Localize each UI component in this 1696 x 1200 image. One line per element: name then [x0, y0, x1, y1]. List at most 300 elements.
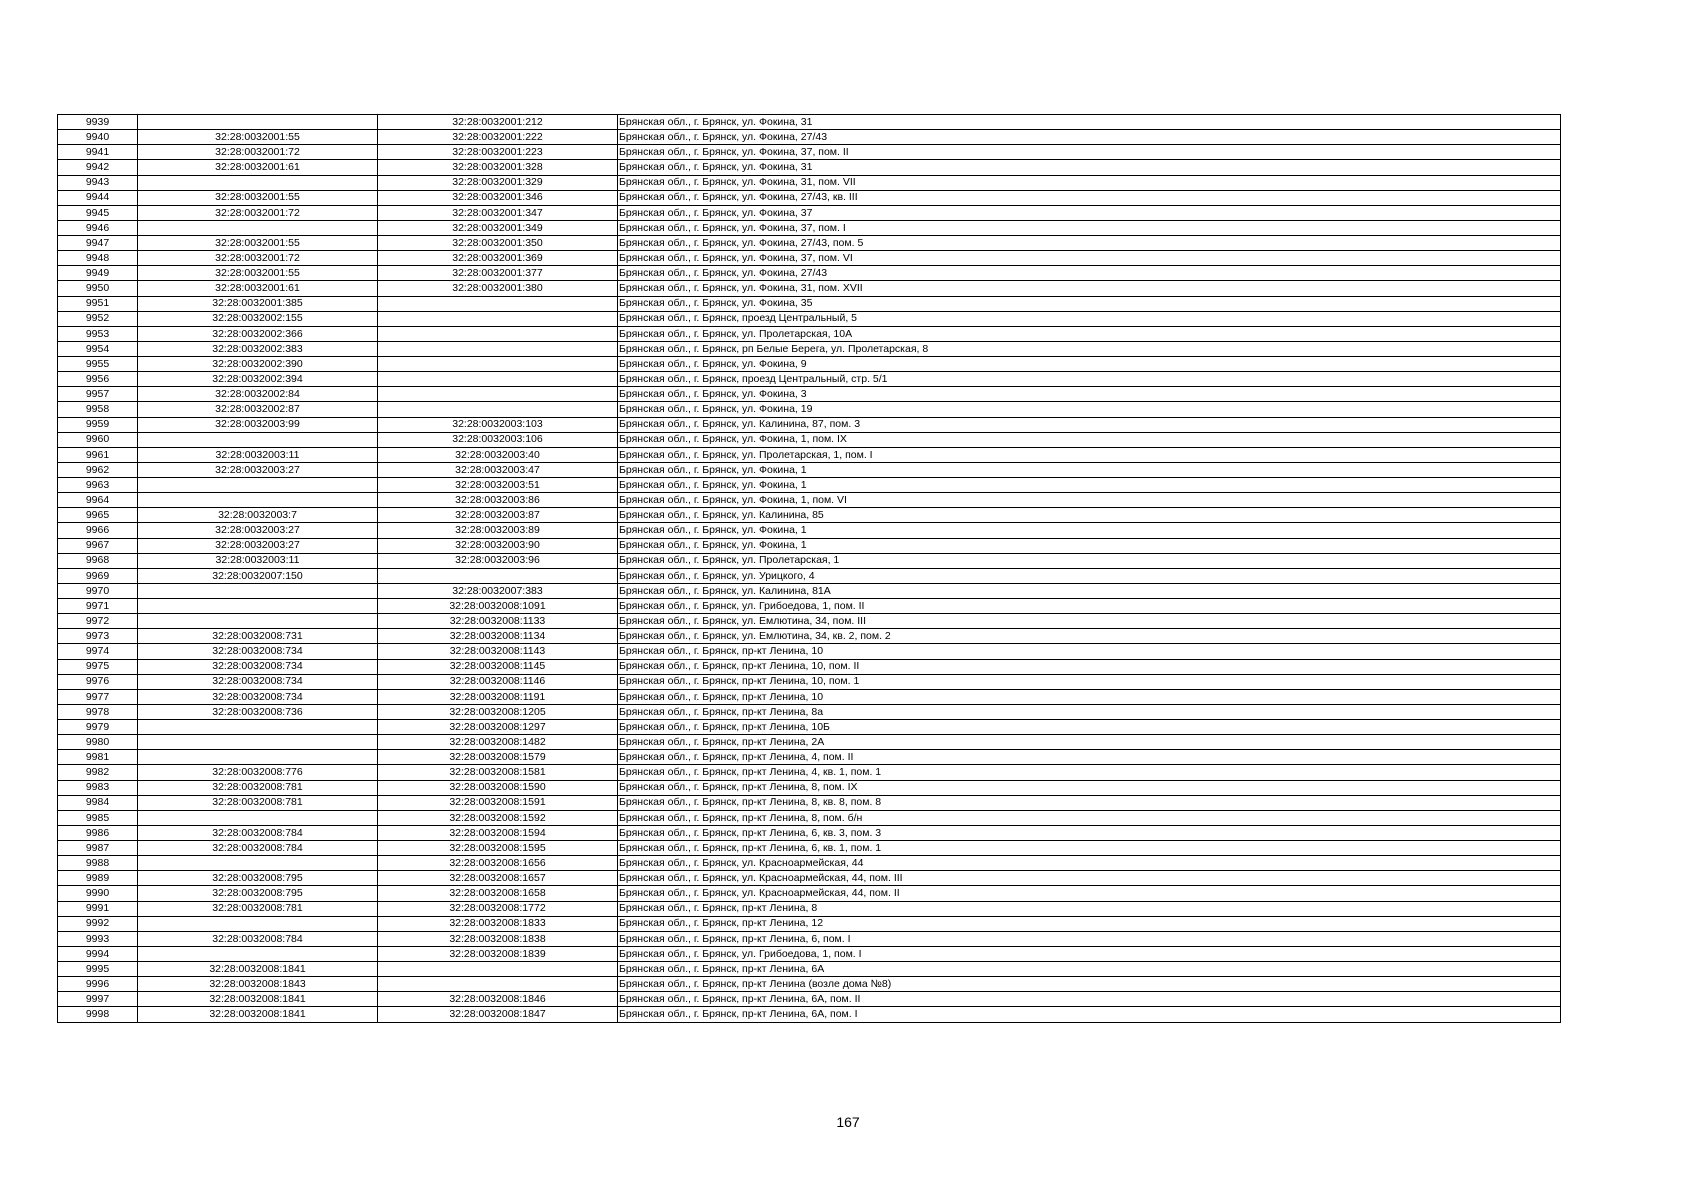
address-cell: Брянская обл., г. Брянск, ул. Фокина, 37, пом. VI — [618, 251, 1561, 266]
cadastral-number-cell: 32:28:0032008:1592 — [378, 810, 618, 825]
table-row — [58, 115, 1561, 130]
parent-cadastral-number-cell: 32:28:0032008:734 — [138, 659, 378, 674]
cadastral-number-cell: 32:28:0032008:1594 — [378, 825, 618, 840]
address-cell: Брянская обл., г. Брянск, ул. Фокина, 1 — [618, 538, 1561, 553]
address-cell: Брянская обл., г. Брянск, ул. Фокина, 1 — [618, 523, 1561, 538]
table-row — [58, 1007, 1561, 1022]
parent-cadastral-number-cell: 32:28:0032008:1841 — [138, 992, 378, 1007]
address-cell: Брянская обл., г. Брянск, ул. Фокина, 31 — [618, 115, 1561, 130]
parent-cadastral-number-cell: 32:28:0032001:385 — [138, 296, 378, 311]
address-cell: Брянская обл., г. Брянск, пр-кт Ленина, 2А — [618, 735, 1561, 750]
cadastral-number-cell: 32:28:0032008:1833 — [378, 916, 618, 931]
cadastral-number-cell — [378, 962, 618, 977]
address-cell: Брянская обл., г. Брянск, пр-кт Ленина, 6А — [618, 962, 1561, 977]
registry-table — [57, 114, 1561, 1023]
parent-cadastral-number-cell: 32:28:0032002:390 — [138, 357, 378, 372]
parent-cadastral-number-cell: 32:28:0032001:55 — [138, 130, 378, 145]
table-row — [58, 946, 1561, 961]
row-number-cell: 9982 — [58, 765, 138, 780]
parent-cadastral-number-cell: 32:28:0032008:734 — [138, 674, 378, 689]
row-number-cell: 9983 — [58, 780, 138, 795]
address-cell: Брянская обл., г. Брянск, пр-кт Ленина, 4, кв. 1, пом. 1 — [618, 765, 1561, 780]
table-row — [58, 251, 1561, 266]
cadastral-number-cell: 32:28:0032003:51 — [378, 478, 618, 493]
table-row — [58, 553, 1561, 568]
cadastral-number-cell: 32:28:0032003:106 — [378, 432, 618, 447]
row-number-cell: 9984 — [58, 795, 138, 810]
row-number-cell: 9989 — [58, 871, 138, 886]
address-cell: Брянская обл., г. Брянск, пр-кт Ленина, 6, кв. 3, пом. 3 — [618, 825, 1561, 840]
cadastral-number-cell: 32:28:0032008:1838 — [378, 931, 618, 946]
address-cell: Брянская обл., г. Брянск, ул. Красноармейская, 44 — [618, 856, 1561, 871]
table-row — [58, 447, 1561, 462]
address-cell: Брянская обл., г. Брянск, ул. Емлютина, 34, пом. III — [618, 614, 1561, 629]
address-cell: Брянская обл., г. Брянск, ул. Фокина, 1, пом. VI — [618, 493, 1561, 508]
address-cell: Брянская обл., г. Брянск, ул. Фокина, 1 — [618, 462, 1561, 477]
table-row — [58, 130, 1561, 145]
parent-cadastral-number-cell — [138, 946, 378, 961]
parent-cadastral-number-cell: 32:28:0032008:736 — [138, 704, 378, 719]
address-cell: Брянская обл., г. Брянск, ул. Фокина, 37 — [618, 205, 1561, 220]
address-cell: Брянская обл., г. Брянск, пр-кт Ленина, 6А, пом. II — [618, 992, 1561, 1007]
table-row — [58, 372, 1561, 387]
cadastral-number-cell: 32:28:0032008:1595 — [378, 841, 618, 856]
address-cell: Брянская обл., г. Брянск, ул. Фокина, 27/43, пом. 5 — [618, 236, 1561, 251]
address-cell: Брянская обл., г. Брянск, пр-кт Ленина, 8, пом. IX — [618, 780, 1561, 795]
row-number-cell: 9964 — [58, 493, 138, 508]
table-row — [58, 387, 1561, 402]
address-cell: Брянская обл., г. Брянск, ул. Калинина, 87, пом. 3 — [618, 417, 1561, 432]
table-row — [58, 871, 1561, 886]
address-cell: Брянская обл., г. Брянск, пр-кт Ленина, 4, пом. II — [618, 750, 1561, 765]
parent-cadastral-number-cell — [138, 720, 378, 735]
cadastral-number-cell: 32:28:0032008:1591 — [378, 795, 618, 810]
cadastral-number-cell: 32:28:0032001:380 — [378, 281, 618, 296]
row-number-cell: 9943 — [58, 175, 138, 190]
cadastral-number-cell: 32:28:0032001:377 — [378, 266, 618, 281]
cadastral-number-cell — [378, 341, 618, 356]
table-row — [58, 735, 1561, 750]
cadastral-number-cell: 32:28:0032001:369 — [378, 251, 618, 266]
table-row — [58, 765, 1561, 780]
address-cell: Брянская обл., г. Брянск, ул. Фокина, 31, пом. XVII — [618, 281, 1561, 296]
row-number-cell: 9954 — [58, 341, 138, 356]
table-row — [58, 583, 1561, 598]
cadastral-number-cell: 32:28:0032001:329 — [378, 175, 618, 190]
table-row — [58, 704, 1561, 719]
row-number-cell: 9971 — [58, 599, 138, 614]
table-row — [58, 296, 1561, 311]
cadastral-number-cell — [378, 326, 618, 341]
parent-cadastral-number-cell — [138, 115, 378, 130]
parent-cadastral-number-cell — [138, 220, 378, 235]
address-cell: Брянская обл., г. Брянск, пр-кт Ленина, 12 — [618, 916, 1561, 931]
cadastral-number-cell: 32:28:0032003:89 — [378, 523, 618, 538]
parent-cadastral-number-cell — [138, 614, 378, 629]
address-cell: Брянская обл., г. Брянск, пр-кт Ленина, 10, пом. II — [618, 659, 1561, 674]
parent-cadastral-number-cell: 32:28:0032003:27 — [138, 523, 378, 538]
parent-cadastral-number-cell — [138, 493, 378, 508]
cadastral-number-cell: 32:28:0032003:47 — [378, 462, 618, 477]
row-number-cell: 9969 — [58, 568, 138, 583]
row-number-cell: 9974 — [58, 644, 138, 659]
address-cell: Брянская обл., г. Брянск, пр-кт Ленина, 8а — [618, 704, 1561, 719]
row-number-cell: 9976 — [58, 674, 138, 689]
table-row — [58, 311, 1561, 326]
address-cell: Брянская обл., г. Брянск, ул. Фокина, 31, пом. VII — [618, 175, 1561, 190]
row-number-cell: 9957 — [58, 387, 138, 402]
table-row — [58, 281, 1561, 296]
cadastral-number-cell: 32:28:0032008:1579 — [378, 750, 618, 765]
parent-cadastral-number-cell: 32:28:0032002:84 — [138, 387, 378, 402]
row-number-cell: 9952 — [58, 311, 138, 326]
parent-cadastral-number-cell — [138, 735, 378, 750]
parent-cadastral-number-cell — [138, 478, 378, 493]
cadastral-number-cell — [378, 311, 618, 326]
address-cell: Брянская обл., г. Брянск, пр-кт Ленина, 10Б — [618, 720, 1561, 735]
table-row — [58, 220, 1561, 235]
row-number-cell: 9965 — [58, 508, 138, 523]
table-row — [58, 810, 1561, 825]
table-row — [58, 689, 1561, 704]
cadastral-number-cell: 32:28:0032008:1847 — [378, 1007, 618, 1022]
cadastral-number-cell: 32:28:0032003:103 — [378, 417, 618, 432]
cadastral-number-cell: 32:28:0032008:1134 — [378, 629, 618, 644]
parent-cadastral-number-cell: 32:28:0032001:55 — [138, 266, 378, 281]
address-cell: Брянская обл., г. Брянск, ул. Фокина, 19 — [618, 402, 1561, 417]
cadastral-number-cell: 32:28:0032001:346 — [378, 190, 618, 205]
cadastral-number-cell: 32:28:0032001:212 — [378, 115, 618, 130]
table-row — [58, 160, 1561, 175]
parent-cadastral-number-cell: 32:28:0032008:781 — [138, 780, 378, 795]
address-cell: Брянская обл., г. Брянск, ул. Пролетарская, 1 — [618, 553, 1561, 568]
table-row — [58, 795, 1561, 810]
parent-cadastral-number-cell: 32:28:0032003:27 — [138, 462, 378, 477]
parent-cadastral-number-cell: 32:28:0032001:72 — [138, 145, 378, 160]
parent-cadastral-number-cell: 32:28:0032001:55 — [138, 190, 378, 205]
parent-cadastral-number-cell — [138, 175, 378, 190]
cadastral-number-cell — [378, 977, 618, 992]
row-number-cell: 9962 — [58, 462, 138, 477]
address-cell: Брянская обл., г. Брянск, ул. Фокина, 1, пом. IX — [618, 432, 1561, 447]
cadastral-number-cell: 32:28:0032008:1658 — [378, 886, 618, 901]
row-number-cell: 9978 — [58, 704, 138, 719]
row-number-cell: 9939 — [58, 115, 138, 130]
cadastral-number-cell: 32:28:0032001:350 — [378, 236, 618, 251]
row-number-cell: 9975 — [58, 659, 138, 674]
table-row — [58, 780, 1561, 795]
cadastral-number-cell — [378, 568, 618, 583]
cadastral-number-cell: 32:28:0032008:1772 — [378, 901, 618, 916]
cadastral-number-cell: 32:28:0032008:1657 — [378, 871, 618, 886]
table-row — [58, 568, 1561, 583]
table-row — [58, 962, 1561, 977]
row-number-cell: 9970 — [58, 583, 138, 598]
cadastral-number-cell: 32:28:0032003:90 — [378, 538, 618, 553]
row-number-cell: 9956 — [58, 372, 138, 387]
table-row — [58, 417, 1561, 432]
parent-cadastral-number-cell: 32:28:0032008:776 — [138, 765, 378, 780]
address-cell: Брянская обл., г. Брянск, ул. Грибоедова, 1, пом. II — [618, 599, 1561, 614]
row-number-cell: 9994 — [58, 946, 138, 961]
table-row — [58, 901, 1561, 916]
parent-cadastral-number-cell: 32:28:0032003:11 — [138, 447, 378, 462]
address-cell: Брянская обл., г. Брянск, пр-кт Ленина (возле дома №8) — [618, 977, 1561, 992]
parent-cadastral-number-cell — [138, 750, 378, 765]
parent-cadastral-number-cell: 32:28:0032001:61 — [138, 160, 378, 175]
row-number-cell: 9950 — [58, 281, 138, 296]
cadastral-number-cell: 32:28:0032001:349 — [378, 220, 618, 235]
address-cell: Брянская обл., г. Брянск, ул. Фокина, 31 — [618, 160, 1561, 175]
cadastral-number-cell — [378, 296, 618, 311]
table-row — [58, 916, 1561, 931]
table-row — [58, 886, 1561, 901]
table-row — [58, 462, 1561, 477]
parent-cadastral-number-cell: 32:28:0032003:99 — [138, 417, 378, 432]
row-number-cell: 9963 — [58, 478, 138, 493]
table-row — [58, 659, 1561, 674]
address-cell: Брянская обл., г. Брянск, пр-кт Ленина, 10, пом. 1 — [618, 674, 1561, 689]
table-row — [58, 977, 1561, 992]
table-row — [58, 341, 1561, 356]
row-number-cell: 9961 — [58, 447, 138, 462]
row-number-cell: 9951 — [58, 296, 138, 311]
row-number-cell: 9967 — [58, 538, 138, 553]
cadastral-number-cell: 32:28:0032001:223 — [378, 145, 618, 160]
row-number-cell: 9948 — [58, 251, 138, 266]
table-row — [58, 432, 1561, 447]
address-cell: Брянская обл., г. Брянск, пр-кт Ленина, 8 — [618, 901, 1561, 916]
address-cell: Брянская обл., г. Брянск, пр-кт Ленина, 10 — [618, 689, 1561, 704]
address-cell: Брянская обл., г. Брянск, пр-кт Ленина, 10 — [618, 644, 1561, 659]
table-row — [58, 478, 1561, 493]
cadastral-number-cell — [378, 402, 618, 417]
address-cell: Брянская обл., г. Брянск, ул. Пролетарская, 1, пом. I — [618, 447, 1561, 462]
address-cell: Брянская обл., г. Брянск, ул. Фокина, 1 — [618, 478, 1561, 493]
row-number-cell: 9995 — [58, 962, 138, 977]
cadastral-number-cell: 32:28:0032001:347 — [378, 205, 618, 220]
table-row — [58, 145, 1561, 160]
address-cell: Брянская обл., г. Брянск, ул. Фокина, 35 — [618, 296, 1561, 311]
row-number-cell: 9941 — [58, 145, 138, 160]
table-row — [58, 523, 1561, 538]
table-row — [58, 856, 1561, 871]
cadastral-number-cell — [378, 357, 618, 372]
parent-cadastral-number-cell: 32:28:0032008:784 — [138, 841, 378, 856]
parent-cadastral-number-cell: 32:28:0032008:795 — [138, 871, 378, 886]
cadastral-number-cell: 32:28:0032001:222 — [378, 130, 618, 145]
parent-cadastral-number-cell: 32:28:0032008:781 — [138, 901, 378, 916]
parent-cadastral-number-cell: 32:28:0032002:87 — [138, 402, 378, 417]
address-cell: Брянская обл., г. Брянск, пр-кт Ленина, 6А, пом. I — [618, 1007, 1561, 1022]
address-cell: Брянская обл., г. Брянск, ул. Емлютина, 34, кв. 2, пом. 2 — [618, 629, 1561, 644]
parent-cadastral-number-cell: 32:28:0032008:795 — [138, 886, 378, 901]
table-row — [58, 599, 1561, 614]
address-cell: Брянская обл., г. Брянск, ул. Фокина, 37, пом. I — [618, 220, 1561, 235]
parent-cadastral-number-cell: 32:28:0032001:55 — [138, 236, 378, 251]
parent-cadastral-number-cell — [138, 432, 378, 447]
row-number-cell: 9988 — [58, 856, 138, 871]
cadastral-number-cell: 32:28:0032008:1091 — [378, 599, 618, 614]
row-number-cell: 9986 — [58, 825, 138, 840]
cadastral-number-cell — [378, 387, 618, 402]
parent-cadastral-number-cell: 32:28:0032003:7 — [138, 508, 378, 523]
table-row — [58, 992, 1561, 1007]
cadastral-number-cell: 32:28:0032008:1839 — [378, 946, 618, 961]
address-cell: Брянская обл., г. Брянск, проезд Центральный, стр. 5/1 — [618, 372, 1561, 387]
row-number-cell: 9972 — [58, 614, 138, 629]
address-cell: Брянская обл., г. Брянск, ул. Калинина, 81А — [618, 583, 1561, 598]
address-cell: Брянская обл., г. Брянск, ул. Красноармейская, 44, пом. III — [618, 871, 1561, 886]
parent-cadastral-number-cell: 32:28:0032008:731 — [138, 629, 378, 644]
table-row — [58, 493, 1561, 508]
parent-cadastral-number-cell: 32:28:0032002:383 — [138, 341, 378, 356]
address-cell: Брянская обл., г. Брянск, ул. Грибоедова, 1, пом. I — [618, 946, 1561, 961]
page-number: 167 — [836, 1114, 860, 1130]
table-row — [58, 266, 1561, 281]
parent-cadastral-number-cell: 32:28:0032008:734 — [138, 644, 378, 659]
row-number-cell: 9966 — [58, 523, 138, 538]
parent-cadastral-number-cell: 32:28:0032002:366 — [138, 326, 378, 341]
table-row — [58, 674, 1561, 689]
cadastral-number-cell — [378, 372, 618, 387]
row-number-cell: 9998 — [58, 1007, 138, 1022]
table-row — [58, 357, 1561, 372]
table-row — [58, 644, 1561, 659]
cadastral-number-cell: 32:28:0032003:96 — [378, 553, 618, 568]
address-cell: Брянская обл., г. Брянск, пр-кт Ленина, 8, кв. 8, пом. 8 — [618, 795, 1561, 810]
parent-cadastral-number-cell: 32:28:0032008:1841 — [138, 962, 378, 977]
table-row — [58, 841, 1561, 856]
parent-cadastral-number-cell: 32:28:0032002:394 — [138, 372, 378, 387]
address-cell: Брянская обл., г. Брянск, ул. Калинина, 85 — [618, 508, 1561, 523]
address-cell: Брянская обл., г. Брянск, ул. Фокина, 27/43 — [618, 130, 1561, 145]
row-number-cell: 9977 — [58, 689, 138, 704]
row-number-cell: 9949 — [58, 266, 138, 281]
table-row — [58, 190, 1561, 205]
table-row — [58, 720, 1561, 735]
row-number-cell: 9947 — [58, 236, 138, 251]
address-cell: Брянская обл., г. Брянск, ул. Фокина, 37, пом. II — [618, 145, 1561, 160]
parent-cadastral-number-cell — [138, 599, 378, 614]
row-number-cell: 9968 — [58, 553, 138, 568]
cadastral-number-cell: 32:28:0032008:1191 — [378, 689, 618, 704]
row-number-cell: 9985 — [58, 810, 138, 825]
parent-cadastral-number-cell — [138, 856, 378, 871]
table-row — [58, 402, 1561, 417]
row-number-cell: 9980 — [58, 735, 138, 750]
parent-cadastral-number-cell — [138, 810, 378, 825]
cadastral-number-cell: 32:28:0032008:1846 — [378, 992, 618, 1007]
parent-cadastral-number-cell: 32:28:0032003:27 — [138, 538, 378, 553]
table-row — [58, 750, 1561, 765]
parent-cadastral-number-cell: 32:28:0032008:784 — [138, 931, 378, 946]
table-row — [58, 825, 1561, 840]
table-row — [58, 629, 1561, 644]
address-cell: Брянская обл., г. Брянск, ул. Красноармейская, 44, пом. II — [618, 886, 1561, 901]
row-number-cell: 9942 — [58, 160, 138, 175]
table-row — [58, 931, 1561, 946]
parent-cadastral-number-cell: 32:28:0032007:150 — [138, 568, 378, 583]
cadastral-number-cell: 32:28:0032003:86 — [378, 493, 618, 508]
row-number-cell: 9997 — [58, 992, 138, 1007]
address-cell: Брянская обл., г. Брянск, ул. Фокина, 3 — [618, 387, 1561, 402]
cadastral-number-cell: 32:28:0032007:383 — [378, 583, 618, 598]
parent-cadastral-number-cell: 32:28:0032008:781 — [138, 795, 378, 810]
cadastral-number-cell: 32:28:0032008:1205 — [378, 704, 618, 719]
row-number-cell: 9981 — [58, 750, 138, 765]
parent-cadastral-number-cell: 32:28:0032003:11 — [138, 553, 378, 568]
row-number-cell: 9996 — [58, 977, 138, 992]
address-cell: Брянская обл., г. Брянск, ул. Фокина, 9 — [618, 357, 1561, 372]
cadastral-number-cell: 32:28:0032001:328 — [378, 160, 618, 175]
table-row — [58, 326, 1561, 341]
row-number-cell: 9945 — [58, 205, 138, 220]
table-row — [58, 205, 1561, 220]
cadastral-number-cell: 32:28:0032008:1145 — [378, 659, 618, 674]
address-cell: Брянская обл., г. Брянск, пр-кт Ленина, 8, пом. б/н — [618, 810, 1561, 825]
row-number-cell: 9993 — [58, 931, 138, 946]
row-number-cell: 9992 — [58, 916, 138, 931]
cadastral-number-cell: 32:28:0032008:1146 — [378, 674, 618, 689]
table-row — [58, 175, 1561, 190]
parent-cadastral-number-cell: 32:28:0032008:1843 — [138, 977, 378, 992]
row-number-cell: 9946 — [58, 220, 138, 235]
cadastral-number-cell: 32:28:0032003:87 — [378, 508, 618, 523]
parent-cadastral-number-cell: 32:28:0032002:155 — [138, 311, 378, 326]
cadastral-number-cell: 32:28:0032008:1482 — [378, 735, 618, 750]
parent-cadastral-number-cell: 32:28:0032001:72 — [138, 205, 378, 220]
address-cell: Брянская обл., г. Брянск, пр-кт Ленина, 6, кв. 1, пом. 1 — [618, 841, 1561, 856]
parent-cadastral-number-cell: 32:28:0032008:734 — [138, 689, 378, 704]
cadastral-number-cell: 32:28:0032008:1297 — [378, 720, 618, 735]
parent-cadastral-number-cell: 32:28:0032008:1841 — [138, 1007, 378, 1022]
row-number-cell: 9953 — [58, 326, 138, 341]
cadastral-number-cell: 32:28:0032008:1143 — [378, 644, 618, 659]
address-cell: Брянская обл., г. Брянск, ул. Фокина, 27/43, кв. III — [618, 190, 1561, 205]
row-number-cell: 9944 — [58, 190, 138, 205]
row-number-cell: 9973 — [58, 629, 138, 644]
parent-cadastral-number-cell — [138, 583, 378, 598]
row-number-cell: 9959 — [58, 417, 138, 432]
parent-cadastral-number-cell: 32:28:0032001:61 — [138, 281, 378, 296]
cadastral-number-cell: 32:28:0032008:1133 — [378, 614, 618, 629]
address-cell: Брянская обл., г. Брянск, ул. Фокина, 27/43 — [618, 266, 1561, 281]
row-number-cell: 9955 — [58, 357, 138, 372]
address-cell: Брянская обл., г. Брянск, проезд Центральный, 5 — [618, 311, 1561, 326]
row-number-cell: 9979 — [58, 720, 138, 735]
table-row — [58, 508, 1561, 523]
row-number-cell: 9940 — [58, 130, 138, 145]
row-number-cell: 9958 — [58, 402, 138, 417]
registry-table-body — [58, 115, 1561, 1023]
address-cell: Брянская обл., г. Брянск, пр-кт Ленина, 6, пом. I — [618, 931, 1561, 946]
row-number-cell: 9990 — [58, 886, 138, 901]
parent-cadastral-number-cell — [138, 916, 378, 931]
table-row — [58, 538, 1561, 553]
row-number-cell: 9991 — [58, 901, 138, 916]
parent-cadastral-number-cell: 32:28:0032008:784 — [138, 825, 378, 840]
address-cell: Брянская обл., г. Брянск, рп Белые Берега, ул. Пролетарская, 8 — [618, 341, 1561, 356]
parent-cadastral-number-cell: 32:28:0032001:72 — [138, 251, 378, 266]
cadastral-number-cell: 32:28:0032008:1590 — [378, 780, 618, 795]
table-row — [58, 236, 1561, 251]
cadastral-number-cell: 32:28:0032003:40 — [378, 447, 618, 462]
address-cell: Брянская обл., г. Брянск, ул. Пролетарская, 10А — [618, 326, 1561, 341]
table-row — [58, 614, 1561, 629]
cadastral-number-cell: 32:28:0032008:1656 — [378, 856, 618, 871]
address-cell: Брянская обл., г. Брянск, ул. Урицкого, 4 — [618, 568, 1561, 583]
